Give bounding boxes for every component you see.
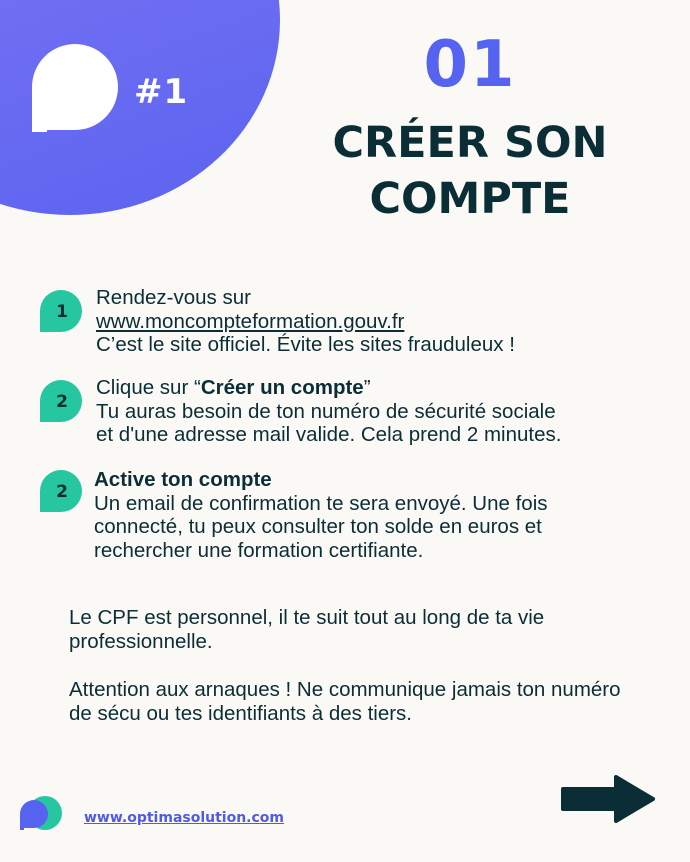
- step-1-line-3: C’est le site officiel. Évite les sites frauduleux !: [96, 333, 515, 356]
- step-3-line-4: rechercher une formation certifiante.: [94, 538, 424, 562]
- step-2-line-2: Tu auras besoin de ton numéro de sécurité sociale: [96, 399, 556, 423]
- step-badge-icon: [38, 468, 84, 514]
- step-3-line-2: Un email de confirmation te sera envoyé. Une fois: [94, 491, 548, 515]
- step-3-heading: Active ton compte: [94, 468, 272, 491]
- step-badge-number: 1: [56, 302, 68, 322]
- step-badge-number: 2: [56, 482, 68, 502]
- step-2-suffix: ”: [363, 376, 371, 399]
- page-title: [300, 115, 640, 227]
- optima-logo-small-icon: [18, 794, 64, 834]
- optima-logo-icon: [30, 42, 120, 134]
- step-2-line-1: [96, 376, 561, 400]
- step-3-line-3: connecté, tu peux consulter ton solde en euros et: [94, 515, 542, 538]
- step-1-line-1: Rendez-vous sur: [96, 286, 251, 309]
- title-line-2: COMPTE: [369, 174, 571, 224]
- step-2-bold: Créer un compte: [200, 376, 364, 399]
- step-badge-icon: [38, 378, 84, 424]
- footer-website-link[interactable]: www.optimasolution.com: [84, 810, 285, 826]
- note-warning: Attention aux arnaques ! Ne communique jamais ton numéro de sécu ou tes identifiants à des tiers.: [69, 678, 621, 725]
- step-2-line-3: et d'une adresse mail valide. Cela prend 2 minutes.: [96, 423, 562, 446]
- step-1-link[interactable]: www.moncompteformation.gouv.fr: [96, 309, 405, 333]
- step-badge-icon: [38, 288, 84, 334]
- note-personal: Le CPF est personnel, il te suit tout au long de ta vie professionnelle.: [69, 606, 545, 653]
- step-2-prefix: Clique sur “: [96, 376, 201, 399]
- step-number: 01: [423, 28, 517, 102]
- arrow-right-icon[interactable]: [560, 774, 656, 824]
- title-line-1: CRÉER SON: [332, 118, 608, 168]
- step-badge-number: 2: [56, 392, 68, 412]
- slide-tag: #1: [134, 72, 189, 112]
